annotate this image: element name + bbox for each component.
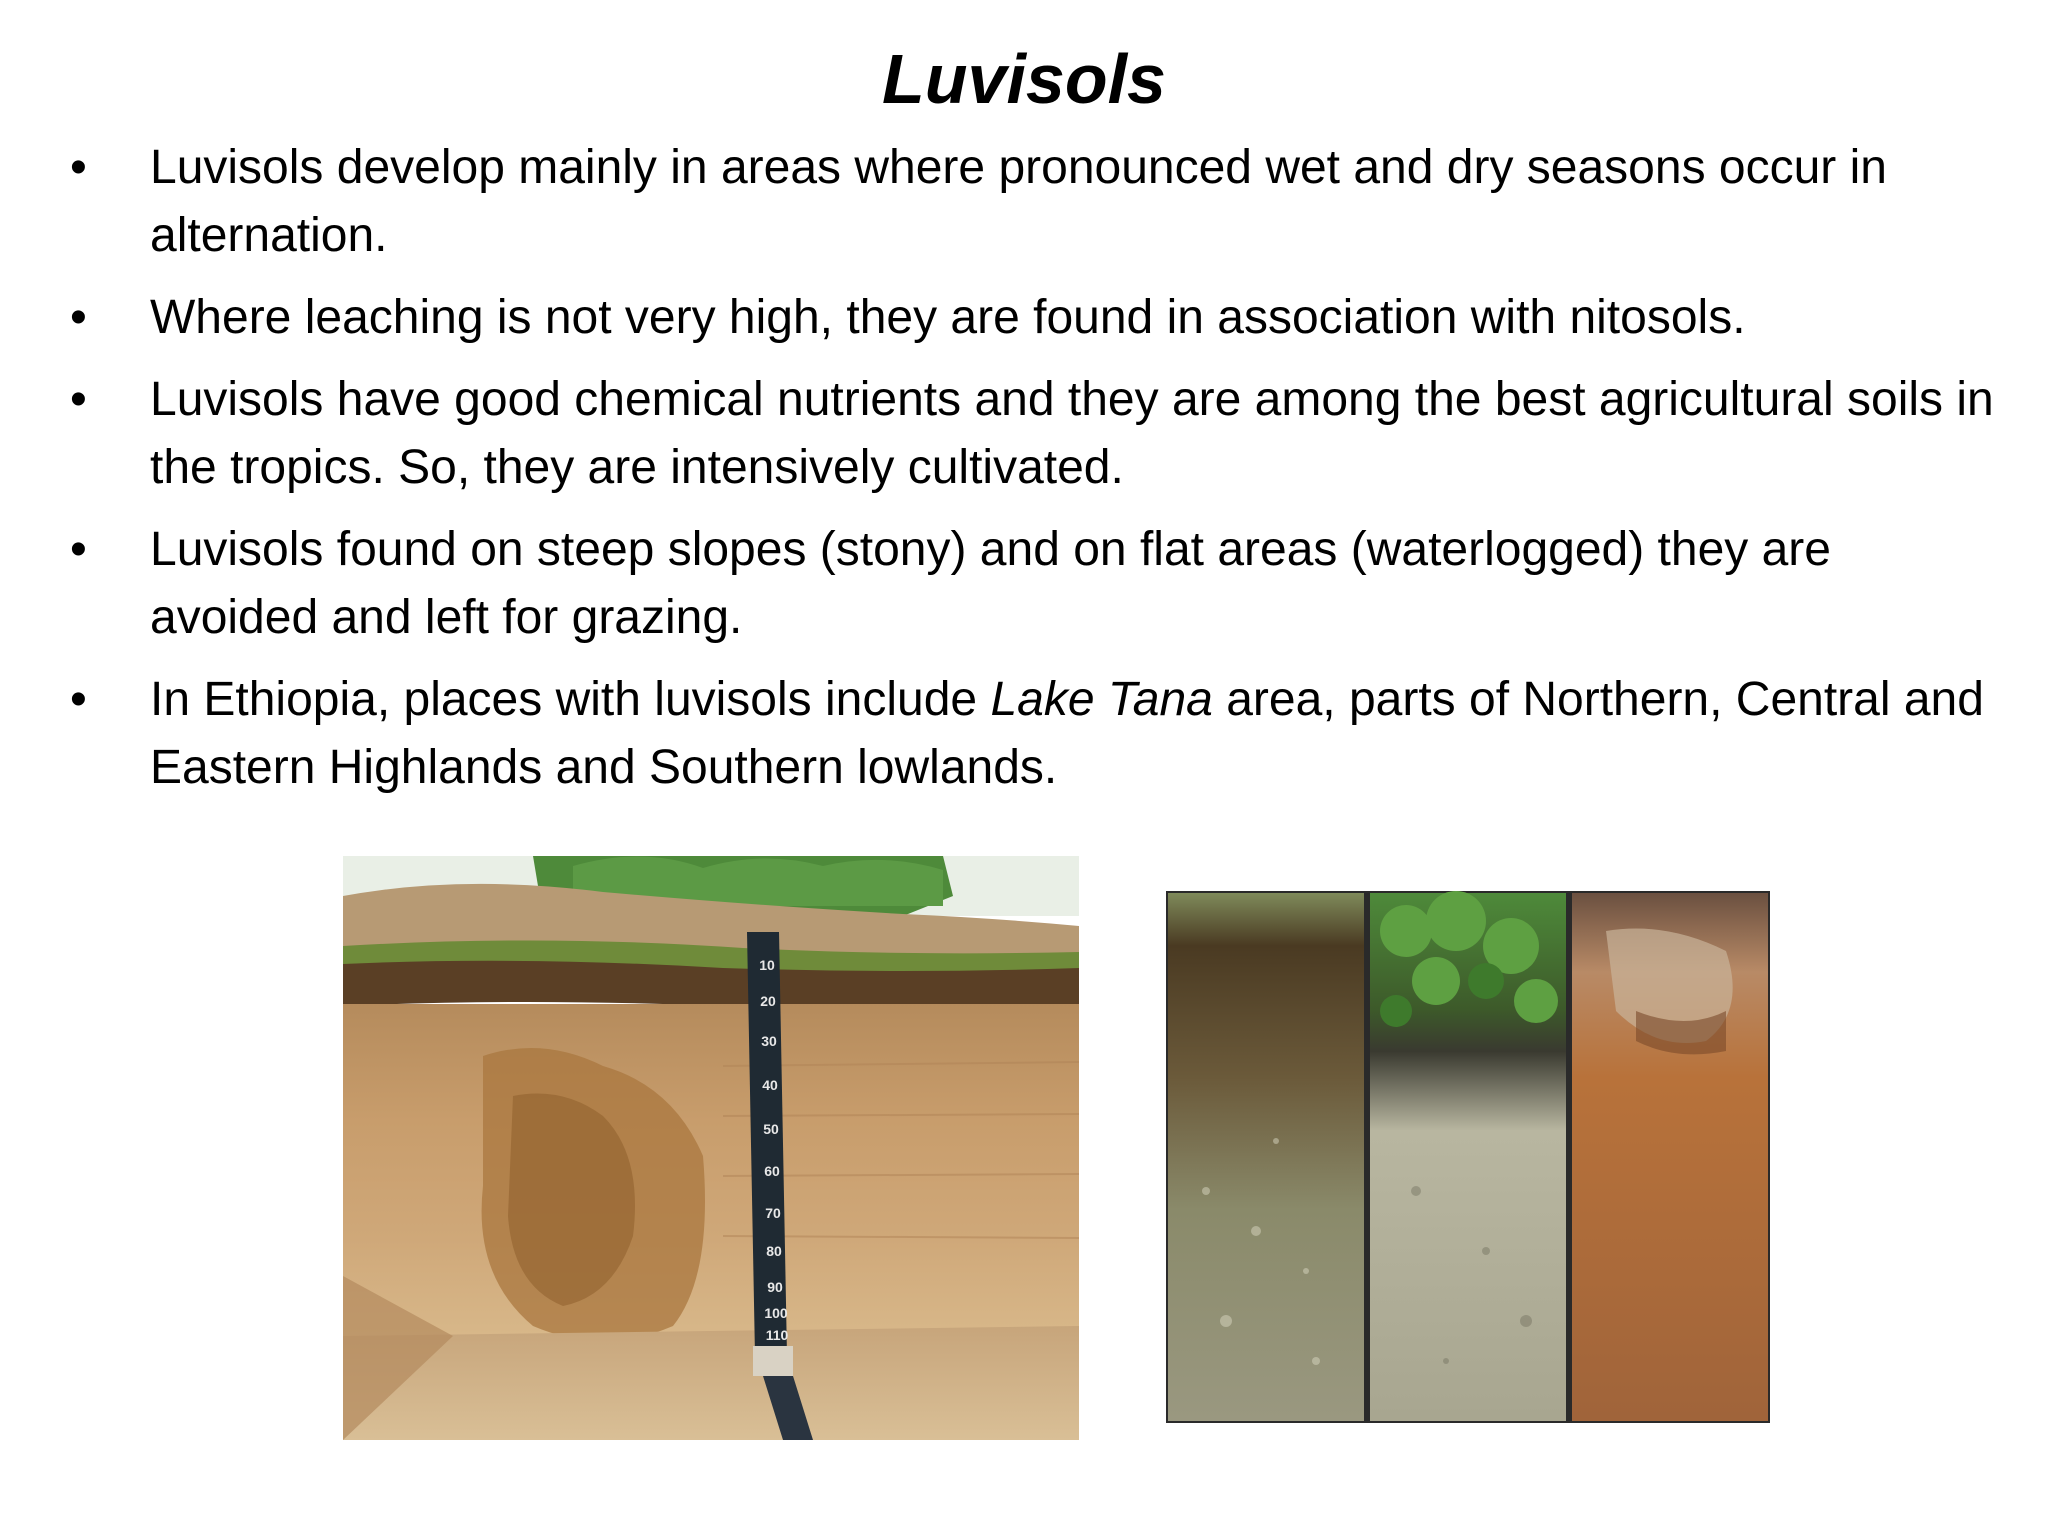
tape-mark: 70 [765,1205,781,1221]
three-soil-profiles-photo [1166,891,1770,1423]
bullet-item [70,666,2000,802]
slide-title: Luvisols [882,40,1166,118]
bullet-item [70,366,2000,502]
tape-mark: 100 [764,1305,788,1321]
soil-profile-photo [343,856,1079,1440]
bullet-item [70,284,2000,352]
tape-mark: 60 [764,1163,780,1179]
tape-mark: 90 [767,1279,783,1295]
bullet-glyph: • [70,141,87,194]
bullet-glyph: • [70,291,87,344]
tape-mark: 110 [765,1327,789,1343]
tape-mark: 20 [760,993,776,1009]
tape-mark: 10 [759,957,775,973]
lake-tana-emphasis: Lake Tana [990,673,1213,726]
bullet-glyph: • [70,523,87,576]
bullet-item [70,134,2000,270]
bullet-text: Luvisols have good chemical nutrients and they are among the best agricultural soils in the tropics. So, they are intensively cultivated. [150,373,1994,494]
bullet-text: Luvisols found on steep slopes (stony) and on flat areas (waterlogged) they are avoided and left for grazing. [150,523,1831,644]
tape-mark: 50 [763,1121,779,1137]
tape-mark: 40 [762,1077,778,1093]
tape-mark: 80 [766,1243,782,1259]
bullet-list [70,134,2000,816]
bullet-glyph: • [70,673,87,726]
bullet-text: Where leaching is not very high, they are found in association with nitosols. [150,291,1746,344]
bullet-item [70,516,2000,652]
bullet-text: In Ethiopia, places with luvisols include Lake Tana area, parts of Northern, Central and Eastern Highlands and Southern lowlands. [150,673,1984,794]
bullet-glyph: • [70,373,87,426]
bullet-text: Luvisols develop mainly in areas where pronounced wet and dry seasons occur in alternation. [150,141,1887,262]
tape-mark: 30 [761,1033,777,1049]
